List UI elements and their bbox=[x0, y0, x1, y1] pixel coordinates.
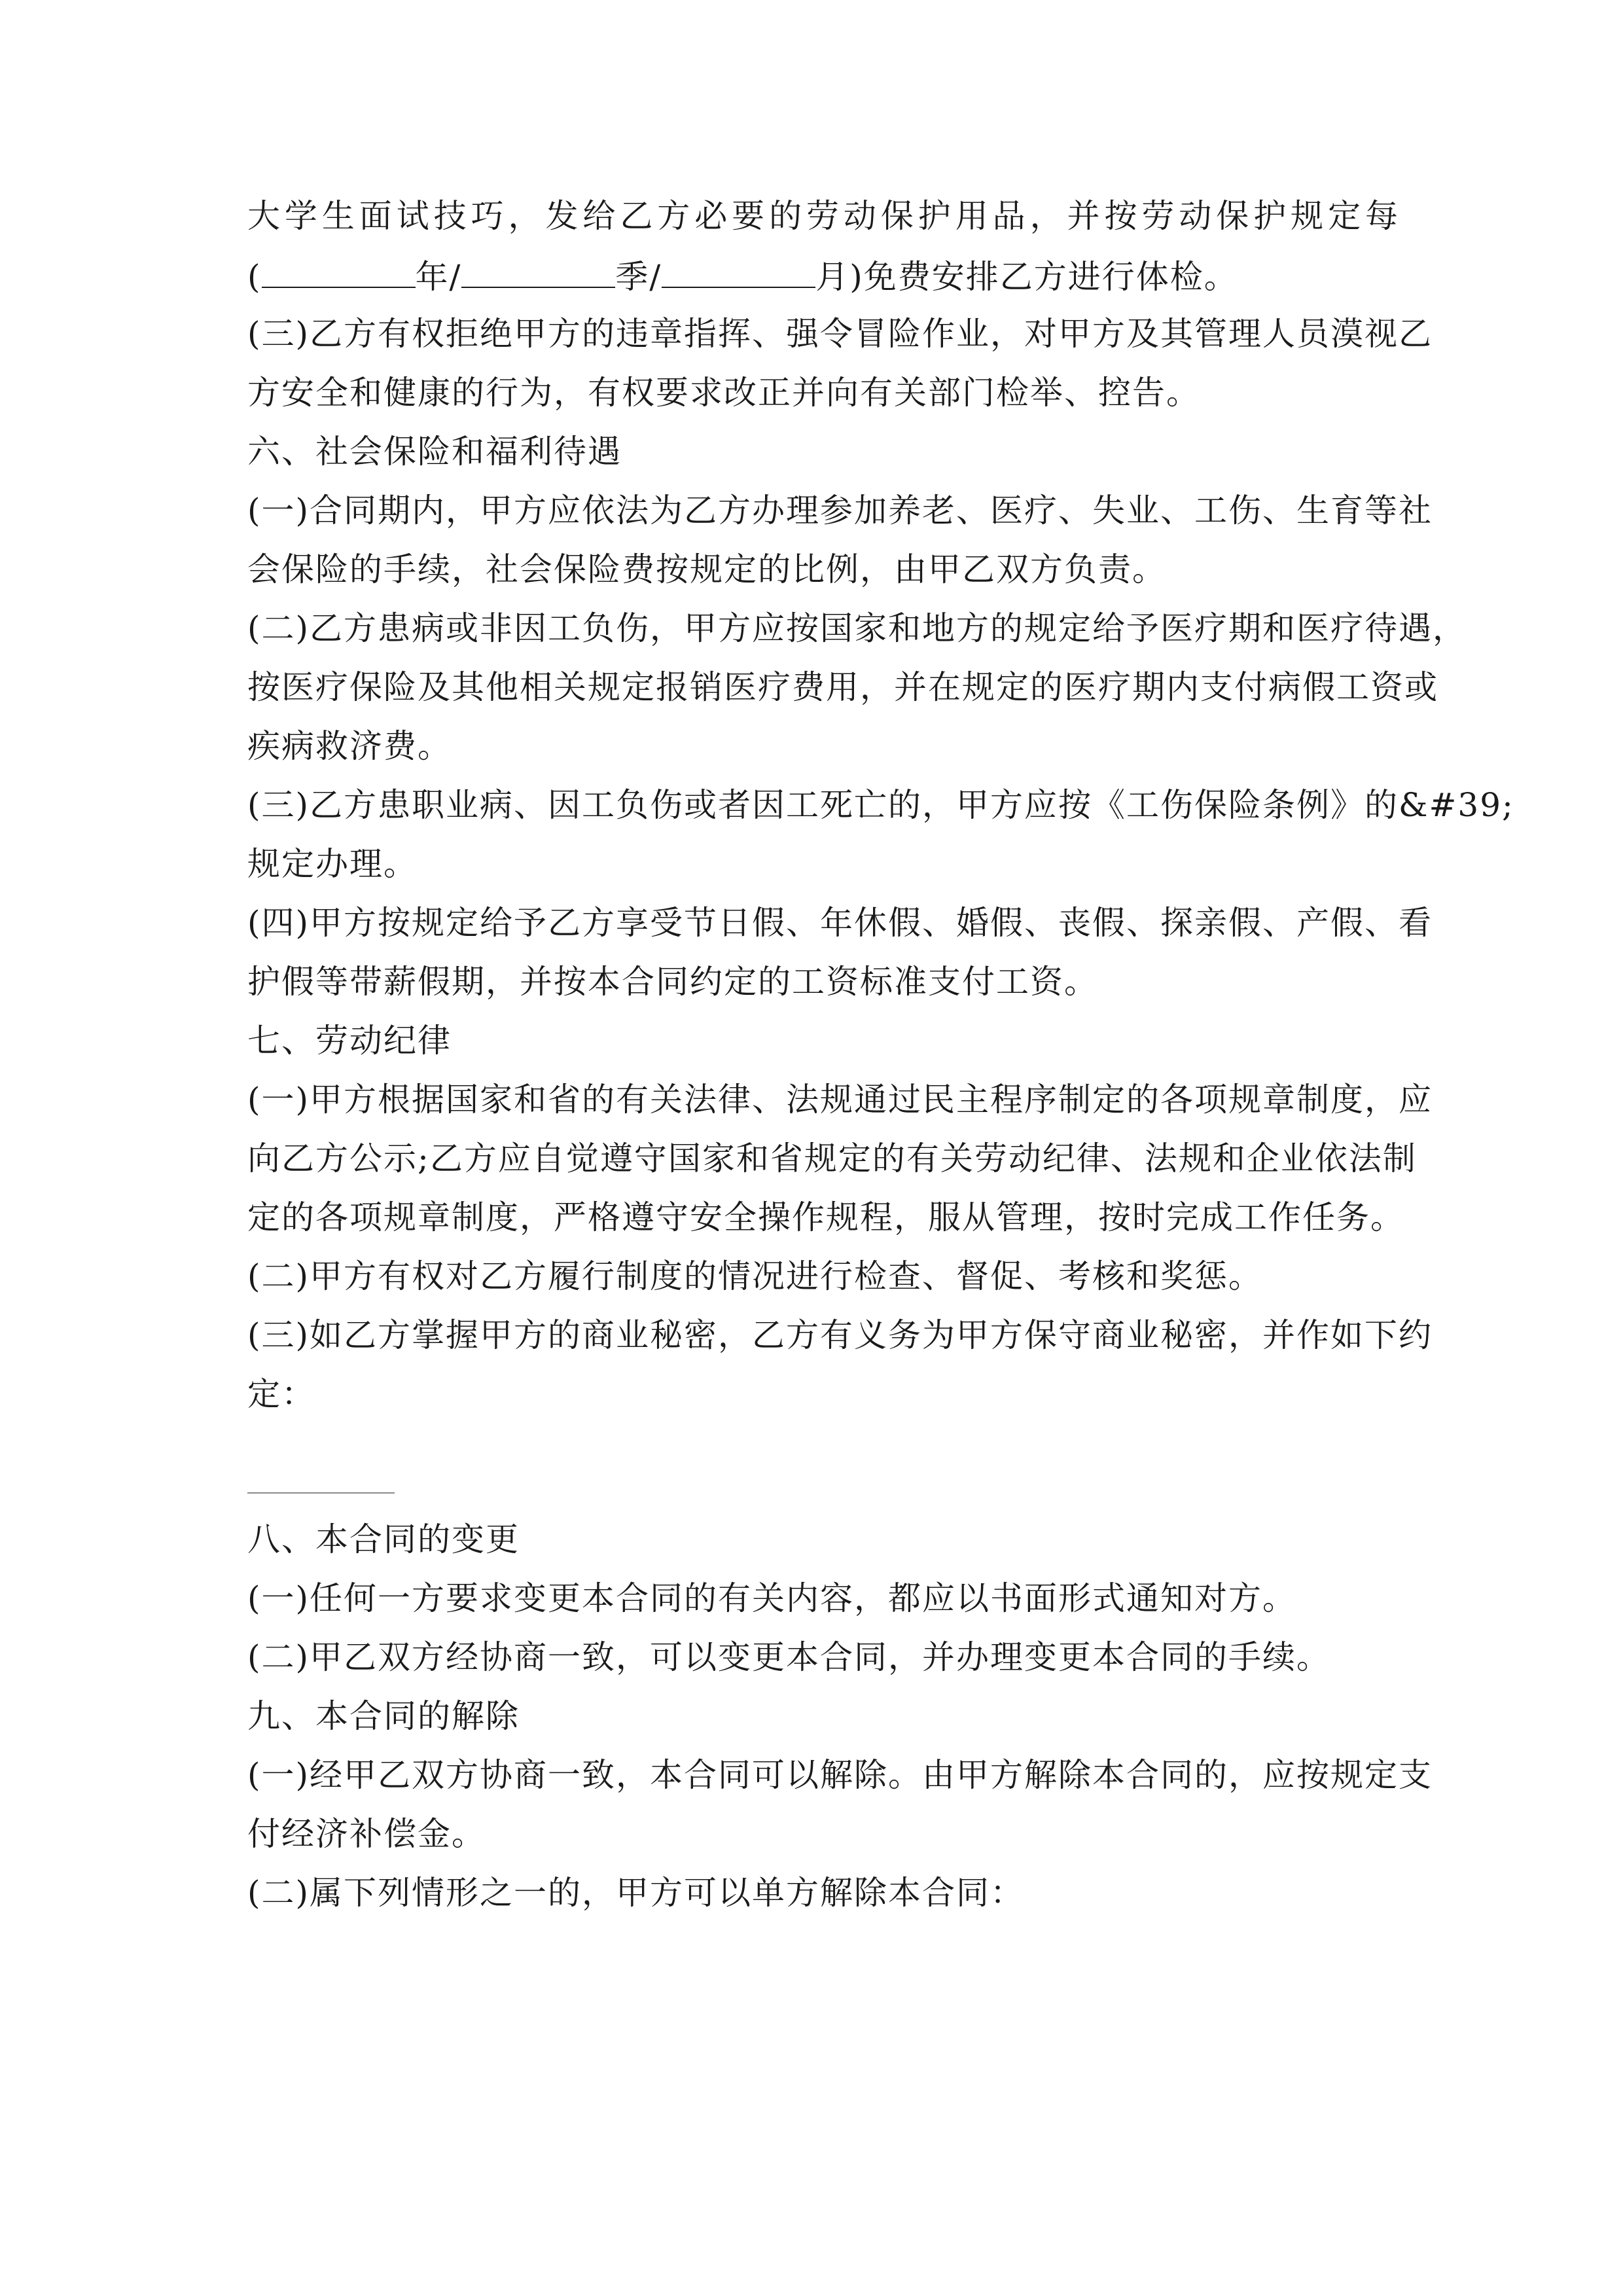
text-block-c bbox=[247, 1520, 1433, 1932]
text-line: 九、本合同的解除 bbox=[247, 1697, 520, 1735]
text-line: 护假等带薪假期，并按本合同约定的工资标准支付工资。 bbox=[247, 963, 1098, 1001]
text-line: 定： bbox=[247, 1375, 315, 1413]
text-line: (一)任何一方要求变更本合同的有关内容，都应以书面形式通知对方。 bbox=[247, 1579, 1297, 1617]
text-line: (二)乙方患病或非因工负伤，甲方应按国家和地方的规定给予医疗期和医疗待遇， bbox=[247, 609, 1467, 647]
open-paren: ( bbox=[247, 258, 262, 296]
text-line: (一)甲方根据国家和省的有关法律、法规通过民主程序制定的各项规章制度，应 bbox=[247, 1081, 1433, 1119]
text-line: 按医疗保险及其他相关规定报销医疗费用，并在规定的医疗期内支付病假工资或 bbox=[247, 668, 1438, 706]
checkup-line bbox=[247, 255, 1399, 314]
document-page bbox=[247, 196, 1514, 1932]
year-label: 年/ bbox=[415, 258, 462, 296]
text-line: 定的各项规章制度，严格遵守安全操作规程，服从管理，按时完成工作任务。 bbox=[247, 1198, 1404, 1236]
text-line: 向乙方公示;乙方应自觉遵守国家和省规定的有关劳动纪律、法规和企业依法制 bbox=[247, 1139, 1417, 1177]
text-line: 付经济补偿金。 bbox=[247, 1815, 486, 1853]
text-line: (一)合同期内，甲方应依法为乙方办理参加养老、医疗、失业、工伤、生育等社 bbox=[247, 492, 1433, 529]
text-line: (四)甲方按规定给予乙方享受节日假、年休假、婚假、丧假、探亲假、产假、看 bbox=[247, 904, 1433, 942]
text-line: (一)经甲乙双方协商一致，本合同可以解除。由甲方解除本合同的，应按规定支 bbox=[247, 1756, 1433, 1794]
text-line: 会保险的手续，社会保险费按规定的比例，由甲乙双方负责。 bbox=[247, 550, 1166, 588]
horizontal-rule bbox=[247, 1492, 395, 1494]
blank-year bbox=[262, 255, 416, 288]
text-line: (二)属下列情形之一的，甲方可以单方解除本合同： bbox=[247, 1874, 1025, 1912]
text-line: 八、本合同的变更 bbox=[247, 1520, 520, 1558]
text-line: (三)乙方有权拒绝甲方的违章指挥、强令冒险作业，对甲方及其管理人员漠视乙 bbox=[247, 315, 1433, 353]
text-line: 六、社会保险和福利待遇 bbox=[247, 433, 622, 471]
text-line: (三)乙方患职业病、因工负伤或者因工死亡的，甲方应按《工伤保险条例》的&#39; bbox=[247, 786, 1514, 824]
text-line: 方安全和健康的行为，有权要求改正并向有关部门检举、控告。 bbox=[247, 374, 1200, 412]
text-block-a bbox=[247, 196, 1399, 255]
blank-season bbox=[461, 255, 615, 288]
text-block-b bbox=[247, 314, 1514, 1433]
text-line: 七、劳动纪律 bbox=[247, 1022, 452, 1060]
text-line: 大学生面试技巧，发给乙方必要的劳动保护用品，并按劳动保护规定每 bbox=[247, 197, 1399, 235]
section-gap bbox=[247, 1433, 1399, 1492]
season-label: 季/ bbox=[615, 258, 662, 296]
text-line: (三)如乙方掌握甲方的商业秘密，乙方有义务为甲方保守商业秘密，并作如下约 bbox=[247, 1316, 1433, 1354]
blank-month bbox=[662, 255, 815, 288]
text-line: (二)甲方有权对乙方履行制度的情况进行检查、督促、考核和奖惩。 bbox=[247, 1257, 1263, 1295]
text-line: (二)甲乙双方经协商一致，可以变更本合同，并办理变更本合同的手续。 bbox=[247, 1638, 1331, 1676]
month-label: 月)免费安排乙方进行体检。 bbox=[815, 258, 1238, 296]
text-line: 规定办理。 bbox=[247, 845, 418, 883]
text-line: 疾病救济费。 bbox=[247, 727, 452, 765]
